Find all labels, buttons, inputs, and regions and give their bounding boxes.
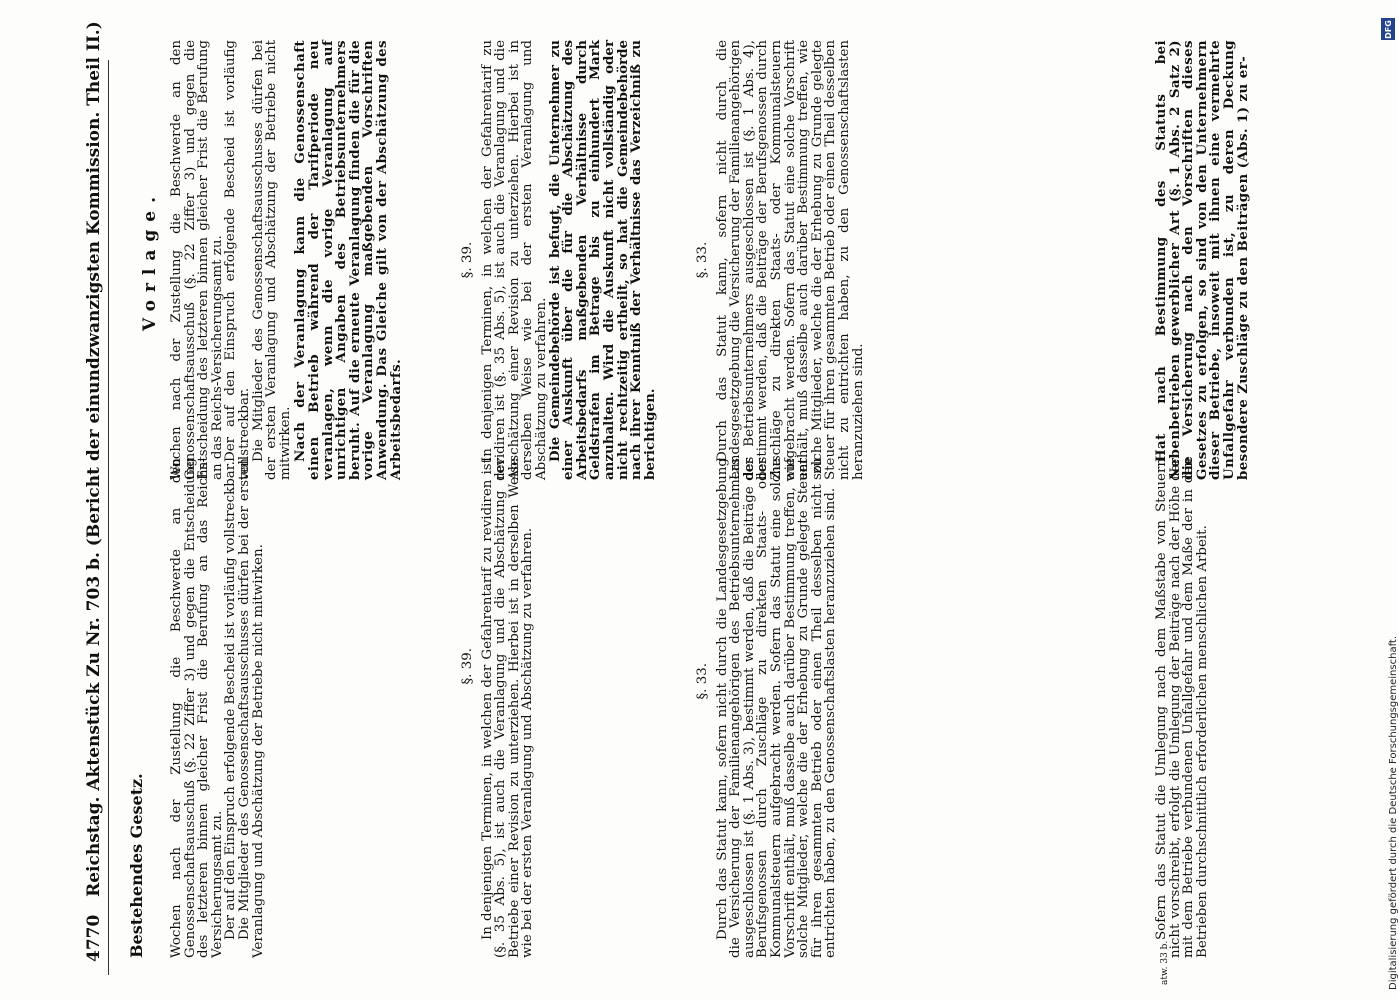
left-para-1: Wochen nach der Zustellung die Beschwerde an den Genossenschaftsausschuß (§. 22 Ziffer 3) und gegen die Entscheidung des letzteren binnen gleicher Frist die Berufung an das Reichs-Versicherungsamt zu. <box>169 458 225 958</box>
left-block-s39 <box>455 458 535 958</box>
left-para-3: Die Mitglieder des Genossenschaftsausschusses dürfen bei der ersten Veranlagung und Abschätzung der Betriebe nicht mitwirken. <box>236 458 266 958</box>
left-para-2: Der auf den Einspruch erfolgende Bescheid ist vorläufig vollstreckbar. <box>223 461 239 940</box>
left-block-s33b <box>1155 458 1209 958</box>
right-para-2: Der auf den Einspruch erfolgende Bescheid ist vorläufig vollstreckbar. <box>223 40 252 480</box>
right-s39-text-2: Die Gemeindebehörde ist befugt, die Unternehmer zu einer Auskunft über die für die Abschätzung des Arbeitsbedarfs maßgebenden Verhältnisse durch Geldstrafen im Betrage bis zu einhundert Mark anzuhalten. Wird die Auskunft nicht vollständig oder nicht rechtzeitig ertheilt, so hat die Gemeindebehörde nach ihrer Kenntniß der Verhältnisse das Verzeichniß zu berichtigen. <box>546 40 658 480</box>
right-s33b-text: Hat nach Bestimmung des Statuts bei Nebenbetrieben gewerblicher Art (§. 1 Abs. 2 Satz 2) die Versicherung nach den Vorschriften dieses Gesetzes zu erfolgen, so sind von den Unternehmern dieser Betriebe, insoweit mit ihnen eine vermehrte Unfallgefahr verbunden ist, zu deren Deckung besondere Zuschläge zu den Beiträgen (Abs. 1) zu er- <box>1153 40 1251 480</box>
dfg-funding-note: Digitalisierung gefördert durch die Deutsche Forschungsgemeinschaft. <box>1388 635 1399 990</box>
right-block-1 <box>170 40 403 480</box>
right-block-s39 <box>455 40 657 480</box>
right-block-s33b <box>1155 40 1250 480</box>
margin-note-text: atw. 33 b. <box>1160 940 1170 985</box>
page-header <box>84 21 104 962</box>
dfg-logo-text: DFG <box>1383 19 1393 39</box>
left-s39-heading: §. 39. <box>460 648 475 685</box>
left-block-s33 <box>690 458 838 958</box>
column-vorlage <box>138 40 164 480</box>
right-s33-heading: §. 33. <box>695 241 710 279</box>
margin-note <box>1160 925 1170 985</box>
right-para-1: Wochen nach der Zustellung die Beschwerde an den Genossenschaftsausschuß (§. 22 Ziffer 3) und gegen die Entscheidung des letzteren binnen gleicher Frist die Berufung an das Reichs-Versicherungsamt zu. <box>169 40 225 480</box>
right-para-4: Nach der Veranlagung kann die Genossenschaft einen Betrieb während der Tarifperiode neu veranlagen, wenn die vorige Veranlagung auf unrichtigen Angaben des Betriebsunternehmers beruht. Auf die erneute Veranlagung finden die für die vorige Veranlagung maßgebenden Vorschriften Anwendung. Das Gleiche gilt von der Abschätzung des Arbeitsbedarfs. <box>292 40 404 480</box>
right-block-s33 <box>690 40 865 480</box>
page-number: 4770 <box>84 914 104 962</box>
left-s39-text: In denjenigen Terminen, in welchen der Gefahrentarif zu revidiren ist (§. 35 Abs. 5), ist auch die Veranlagung und die Abschätzung der Betriebe einer Revision zu unterziehen. Hierbei ist in derselben Weise wie bei der ersten Veranlagung und Abschätzung zu verfahren. <box>479 458 536 958</box>
left-block-1 <box>170 458 265 958</box>
left-s33b-text: Sofern das Statut die Umlegung nach dem Maßstabe von Steuern nicht vorschreibt, erfolgt die Umlegung der Beiträge nach der Höhe der mit dem Betriebe verbundenen Unfallgefahr und dem Maße der in den Betrieben durchschnittlich erforderlichen menschlichen Arbeit. <box>1154 458 1210 958</box>
header-title: Reichstag. Aktenstück Zu Nr. 703 b. (Bericht der einundzwanzigsten Kommission. Theil II.) <box>84 21 104 897</box>
left-s33-text: Durch das Statut kann, sofern nicht durch die Landesgesetzgebung die Versicherung der Familienangehörigen des Betriebsunternehmers ausgeschlossen ist (§. 1 Abs. 3), bestimmt werden, daß die Beiträge der Berufsgenossen durch Zuschläge zu direkten Staats- oder Kommunalsteuern aufgebracht werden. Sofern das Statut eine solche Vorschrift enthält, muß dasselbe auch darüber Bestimmung treffen, wie solche Mitglieder, welche die der Erhebung zu Grunde gelegte Steuer für ihren gesammten Betrieb oder einen Theil desselben nicht zu entrichten haben, zu den Genossenschaftslasten heranzuziehen sind. <box>714 458 839 958</box>
heading-vorlage: Vorlage. <box>140 188 160 332</box>
header-rule <box>108 60 109 975</box>
left-s33-heading: §. 33. <box>695 663 710 700</box>
dfg-logo <box>1381 18 1395 40</box>
right-para-3: Die Mitglieder des Genossenschaftsausschusses dürfen bei der ersten Veranlagung und Abschätzung der Betriebe nicht mitwirken. <box>250 40 293 480</box>
right-s39-text: In denjenigen Terminen, in welchen der Gefahrentarif zu revidiren ist (§. 35 Abs. 5), ist auch die Veranlagung und die Abschätzung einer Revision zu unterziehen. Hierbei ist in derselben Weise wie bei der ersten Veranlagung und Abschätzung zu verfahren. <box>479 40 549 480</box>
heading-existing-law: Bestehendes Gesetz. <box>127 773 146 958</box>
right-s39-heading: §. 39. <box>460 241 475 279</box>
right-s33-text: Durch das Statut kann, sofern nicht durch die Landesgesetzgebung die Versicherung der Familienangehörigen des Betriebsunternehmers ausgeschlossen ist (§. 1 Abs. 4), bestimmt werden, daß die Beiträge der Berufsgenossen durch Zuschläge zu direkten Staats- oder Kommunalsteuern aufgebracht werden. Sofern das Statut eine solche Vorschrift enthält, muß dasselbe auch darüber Bestimmung treffen, wie solche Mitglieder, welche die der Erhebung zu Grunde gelegte Steuer für ihren gesammten Betrieb oder einen Theil desselben nicht zu entrichten haben, zu den Genossenschaftslasten heranzuziehen sind. <box>714 40 866 480</box>
